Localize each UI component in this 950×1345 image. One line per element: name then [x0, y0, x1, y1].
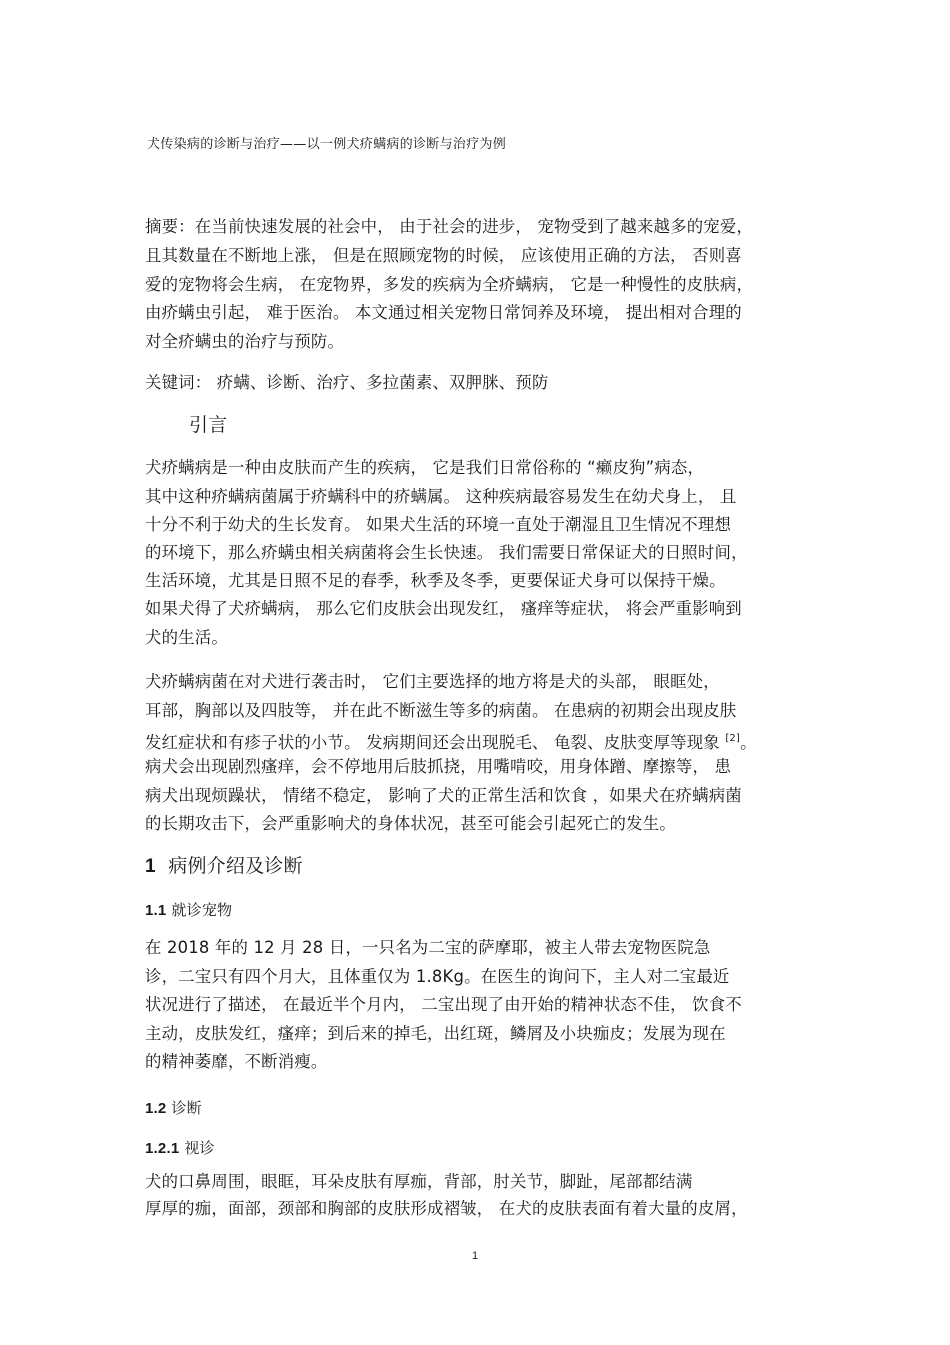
section-title: 诊断 — [171, 1099, 202, 1117]
page-number: 1 — [471, 1250, 479, 1262]
citation-marker: [2] — [725, 733, 741, 744]
paragraph-line — [145, 728, 757, 754]
abstract-line: 爱的宠物将会生病， 在宠物界，多发的疾病为全疥螨病， 它是一种慢性的皮肤病， — [145, 275, 754, 294]
section-number: 1.2 — [145, 1100, 167, 1117]
subsection-heading — [145, 899, 232, 922]
paragraph-line: 犬的生活。 — [145, 628, 228, 647]
section-heading — [145, 855, 303, 878]
paragraph-line: 其中这种疥螨病菌属于疥螨科中的疥螨属。 这种疾病最容易发生在幼犬身上， 且 — [145, 487, 737, 506]
paragraph-line: 犬疥螨病菌在对犬进行袭击时， 它们主要选择的地方将是犬的头部， 眼眶处， — [145, 672, 720, 691]
paragraph-line: 在 2018 年的 12 月 28 日，一只名为二宝的萨摩耶，被主人带去宠物医院急 — [145, 938, 711, 957]
paragraph-line: 生活环境，尤其是日照不足的春季，秋季及冬季，更要保证犬身可以保持干燥。 — [145, 571, 726, 590]
section-number: 1.1 — [145, 902, 167, 919]
abstract-line: 摘要：在当前快速发展的社会中， 由于社会的进步， 宠物受到了越来越多的宠爱， — [145, 217, 754, 236]
paragraph-line: 耳部，胸部以及四肢等， 并在此不断滋生等多的病菌。 在患病的初期会出现皮肤 — [145, 701, 737, 720]
paragraph-line: 犬的口鼻周围，眼眶，耳朵皮肤有厚痂，背部，肘关节，脚趾，尾部都结满 — [145, 1172, 693, 1191]
keywords: 关键词： 疥螨、诊断、治疗、多拉菌素、双胛脒、预防 — [145, 373, 549, 392]
section-title: 病例介绍及诊断 — [168, 855, 303, 877]
paragraph-text: 发红症状和有疹子状的小节。 发病期间还会出现脱毛、 龟裂、皮肤变厚等现象 — [145, 733, 726, 752]
intro-heading: 引言 — [189, 414, 228, 436]
paragraph-text: 。 — [740, 733, 757, 752]
paragraph-line: 状况进行了描述， 在最近半个月内， 二宝出现了由开始的精神状态不佳， 饮食不 — [145, 995, 742, 1014]
section-title: 视诊 — [184, 1139, 215, 1157]
document-title: 犬传染病的诊断与治疗——以一例犬疥螨病的诊断与治疗为例 — [147, 137, 507, 152]
paragraph-line: 十分不利于幼犬的生长发育。 如果犬生活的环境一直处于潮湿且卫生情况不理想 — [145, 515, 732, 534]
section-title: 就诊宠物 — [171, 901, 233, 919]
abstract-line: 且其数量在不断地上涨， 但是在照顾宠物的时候， 应该使用正确的方法， 否则喜 — [145, 246, 742, 265]
paragraph-line: 的精神萎靡，不断消瘦。 — [145, 1052, 328, 1071]
paragraph-line: 的环境下，那么疥螨虫相关病菌将会生长快速。 我们需要日常保证犬的日照时间， — [145, 543, 748, 562]
paragraph-line: 厚厚的痂，面部，颈部和胸部的皮肤形成褶皱， 在犬的皮肤表面有着大量的皮屑， — [145, 1199, 748, 1218]
paragraph-line: 犬疥螨病是一种由皮肤而产生的疾病， 它是我们日常俗称的 “癞皮狗”病态， — [145, 458, 705, 477]
paragraph-line: 的长期攻击下，会严重影响犬的身体状况，甚至可能会引起死亡的发生。 — [145, 814, 676, 833]
abstract-line: 对全疥螨虫的治疗与预防。 — [145, 332, 345, 351]
paragraph-line: 病犬出现烦躁状， 情绪不稳定， 影响了犬的正常生活和饮食 ，如果犬在疥螨病菌 — [145, 786, 742, 805]
paragraph-line: 如果犬得了犬疥螨病， 那么它们皮肤会出现发红， 瘙痒等症状， 将会严重影响到 — [145, 599, 742, 618]
paragraph-line: 病犬会出现剧烈瘙痒，会不停地用后肢抓挠，用嘴啃咬，用身体蹭、摩擦等， 患 — [145, 757, 732, 776]
subsection-heading — [145, 1097, 202, 1120]
subsubsection-heading — [145, 1137, 215, 1160]
section-number: 1.2.1 — [145, 1140, 180, 1157]
paragraph-line: 诊，二宝只有四个月大，且体重仅为 1.8Kg。在医生的询问下，主人对二宝最近 — [145, 967, 730, 986]
section-number: 1 — [145, 856, 156, 877]
abstract-line: 由疥螨虫引起， 难于医治。 本文通过相关宠物日常饲养及环境， 提出相对合理的 — [145, 303, 742, 322]
paragraph-line: 主动，皮肤发红，瘙痒；到后来的掉毛，出红斑，鳞屑及小块痂皮；发展为现在 — [145, 1024, 726, 1043]
